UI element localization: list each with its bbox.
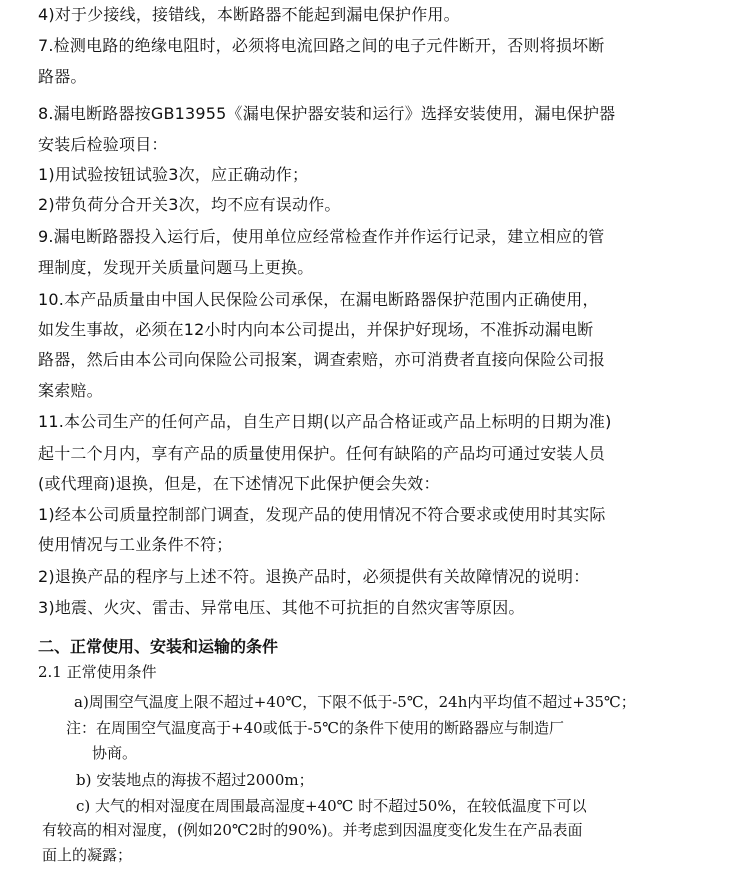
text-line: 8.漏电断路器按GB13955《漏电保护器安装和运行》选择安装使用，漏电保护器 xyxy=(38,104,616,123)
text-line: 路器，然后由本公司向保险公司报案，调查索赔，亦可消费者直接向保险公司报 xyxy=(38,350,606,369)
text-line: 11.本公司生产的任何产品，自生产日期(以产品合格证或产品上标明的日期为准) xyxy=(38,412,612,431)
text-line: 面上的凝露； xyxy=(42,846,133,864)
text-line: 有较高的相对湿度，(例如20℃2时的90%)。并考虑到因温度变化发生在产品表面 xyxy=(42,821,583,839)
text-line: 4)对于少接线，接错线，本断路器不能起到漏电保护作用。 xyxy=(38,5,460,24)
text-line: 1)用试验按钮试验3次，应正确动作； xyxy=(38,165,309,184)
text-line: 路器。 xyxy=(38,67,87,86)
text-line: b) 安装地点的海拔不超过2000m； xyxy=(76,771,314,789)
text-line: 安装后检验项目： xyxy=(38,135,168,154)
text-line: 1)经本公司质量控制部门调查，发现产品的使用情况不符合要求或使用时其实际 xyxy=(38,505,606,524)
text-line: 2)退换产品的程序与上述不符。退换产品时，必须提供有关故障情况的说明： xyxy=(38,567,590,586)
text-line: 3)地震、火灾、雷击、异常电压、其他不可抗拒的自然灾害等原因。 xyxy=(38,598,525,617)
text-line: a)周围空气温度上限不超过+40℃，下限不低于-5℃，24h内平均值不超过+35℃； xyxy=(74,693,636,711)
text-line: 案索赔。 xyxy=(38,381,103,400)
text-line: 注：在周围空气温度高于+40或低于-5℃的条件下使用的断路器应与制造厂 xyxy=(66,719,565,737)
subsection-title: 2.1 正常使用条件 xyxy=(38,663,157,681)
text-line: 起十二个月内，享有产品的质量使用保护。任何有缺陷的产品均可通过安装人员 xyxy=(38,444,606,463)
text-line: 如发生事故，必须在12小时内向本公司提出，并保护好现场，不准拆动漏电断 xyxy=(38,320,594,339)
text-line: 2)带负荷分合开关3次，均不应有误动作。 xyxy=(38,195,341,214)
text-line: 使用情况与工业条件不符； xyxy=(38,535,233,554)
section-heading: 二、正常使用、安装和运输的条件 xyxy=(38,637,279,656)
text-line: (或代理商)退换，但是，在下述情况下此保护便会失效： xyxy=(38,474,440,493)
text-line: 10.本产品质量由中国人民保险公司承保，在漏电断路器保护范围内正确使用， xyxy=(38,290,599,309)
text-line: 7.检测电路的绝缘电阻时，必须将电流回路之间的电子元件断开，否则将损坏断 xyxy=(38,36,605,55)
text-line: 9.漏电断路器投入运行后，使用单位应经常检查作并作运行记录，建立相应的管 xyxy=(38,227,605,246)
text-line: 理制度，发现开关质量问题马上更换。 xyxy=(38,258,314,277)
text-line: c) 大气的相对湿度在周围最高湿度+40℃ 时不超过50%，在较低温度下可以 xyxy=(76,797,587,815)
text-line: 协商。 xyxy=(92,744,138,762)
